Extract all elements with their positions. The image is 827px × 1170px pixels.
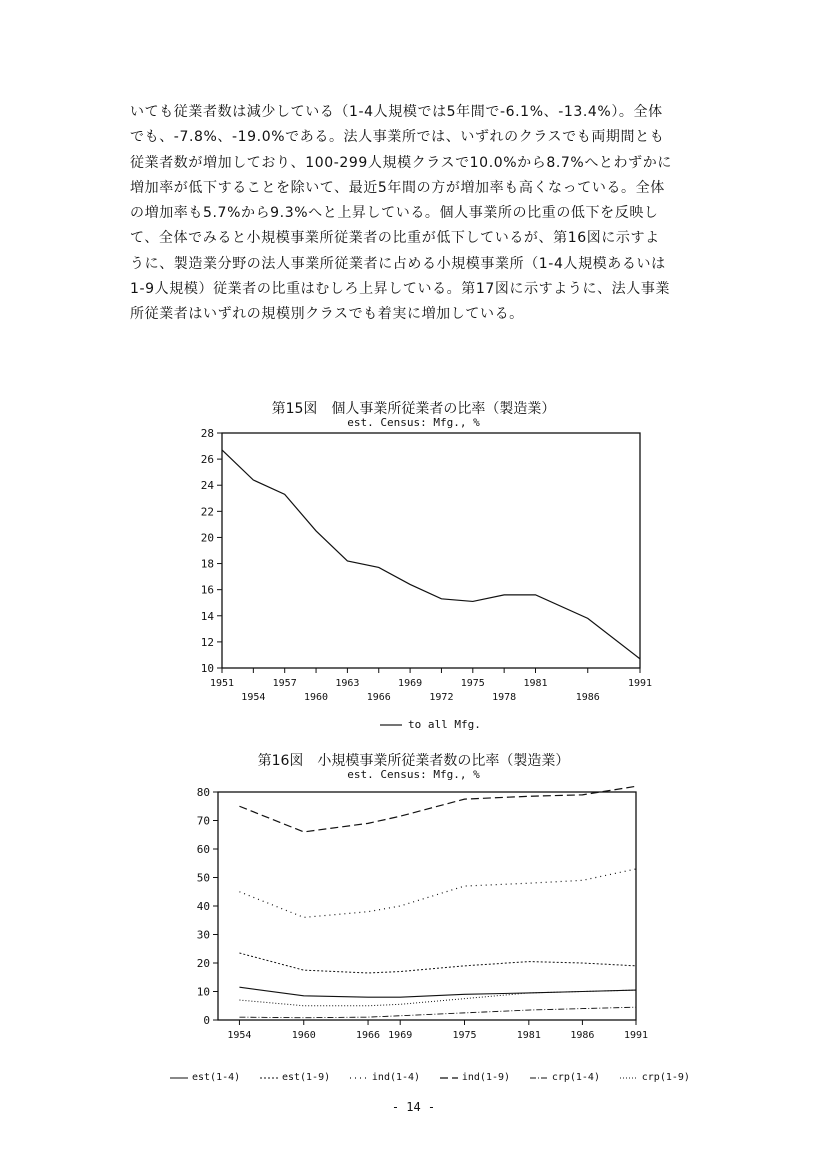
- text-line: の増加率も5.7%から9.3%へと上昇している。個人事業所の比重の低下を反映し: [130, 205, 659, 222]
- text-line: 従業者数が増加しており、100-299人規模クラスで10.0%から8.7%へとわずかに: [130, 154, 672, 171]
- plot-frame: [222, 433, 640, 668]
- y-tick-label: 28: [200, 427, 214, 440]
- x-tick-label: 1960: [291, 1030, 316, 1041]
- series-line-est-1-4-: [239, 987, 636, 997]
- series-line-to-all-mfg: [222, 450, 640, 659]
- legend-label: est(1-9): [281, 1072, 331, 1083]
- y-tick-label: 10: [200, 662, 214, 675]
- legend-label: crp(1-9): [641, 1072, 690, 1083]
- x-tick-label: 1991: [627, 678, 653, 689]
- legend-line-icon: [440, 1074, 458, 1082]
- legend-solid-line-icon: [380, 721, 402, 729]
- legend-item: [350, 1072, 420, 1083]
- body-paragraph: [130, 100, 720, 328]
- x-tick-label: 1966: [366, 692, 391, 703]
- x-tick-label: 1966: [356, 1030, 381, 1041]
- x-tick-label: 1981: [516, 1030, 541, 1041]
- series-line-crp-1-9-: [239, 990, 636, 1006]
- legend-label: crp(1-4): [551, 1072, 600, 1083]
- y-tick-label: 18: [200, 557, 214, 571]
- x-tick-label: 1969: [398, 678, 423, 689]
- x-tick-label: 1975: [460, 678, 485, 689]
- x-tick-label: 1951: [209, 678, 235, 689]
- series-line-ind-1-4-: [239, 869, 636, 917]
- text-line: て、全体でみると小規模事業所従業者の比重が低下しているが、第16図に示すよ: [130, 230, 660, 247]
- legend-label: to all Mfg.: [408, 718, 481, 731]
- y-tick-label: 70: [196, 814, 210, 828]
- x-tick-label: 1978: [492, 692, 517, 703]
- text-line: 所従業者はいずれの規模別クラスでも着実に増加している。: [130, 306, 524, 323]
- y-tick-label: 10: [196, 985, 210, 999]
- figure-15-chart: [170, 425, 660, 710]
- x-tick-label: 1969: [388, 1030, 413, 1041]
- legend-line-icon: [260, 1074, 278, 1082]
- legend-label: ind(1-9): [461, 1072, 511, 1083]
- x-tick-label: 1954: [241, 692, 266, 703]
- figure-16-subtitle: est. Census: Mfg., %: [347, 768, 480, 781]
- x-tick-label: 1960: [304, 692, 329, 703]
- y-tick-label: 0: [203, 1014, 210, 1027]
- y-tick-label: 20: [196, 957, 210, 970]
- legend-item: [170, 1072, 240, 1083]
- figure-15-title: 第15図 個人事業所従業者の比率（製造業）: [271, 401, 556, 417]
- text-line: いても従業者数は減少している（1-4人規模では5年間で-6.1%、-13.4%）。全体: [130, 104, 663, 120]
- y-tick-label: 20: [200, 531, 214, 545]
- text-line: でも、-7.8%、-19.0%である。法人事業所では、いずれのクラスでも両期間とも: [130, 129, 665, 146]
- figure-16-chart: [180, 780, 660, 1050]
- text-line: うに、製造業分野の法人事業所従業者に占める小規模事業所（1-4人規模あるいは: [130, 255, 666, 272]
- x-tick-label: 1991: [623, 1030, 649, 1041]
- figure-16-legend: [170, 1072, 690, 1083]
- y-tick-label: 30: [196, 928, 210, 942]
- plot-frame: [218, 792, 636, 1020]
- legend-item: [440, 1072, 510, 1083]
- y-tick-label: 80: [196, 786, 210, 799]
- text-line: 増加率が低下することを除いて、最近5年間の方が増加率も高くなっている。全体: [130, 179, 665, 196]
- legend-item: [530, 1072, 600, 1083]
- legend-label: ind(1-4): [371, 1072, 421, 1083]
- x-tick-label: 1981: [523, 678, 548, 689]
- legend-item: [620, 1072, 690, 1083]
- figure-15-subtitle: est. Census: Mfg., %: [347, 416, 480, 429]
- figure-16-title: 第16図 小規模事業所従業者数の比率（製造業）: [257, 753, 570, 769]
- x-tick-label: 1954: [227, 1030, 252, 1041]
- series-line-ind-1-9-: [239, 786, 636, 832]
- y-tick-label: 40: [196, 900, 210, 913]
- y-tick-label: 16: [200, 583, 214, 597]
- x-tick-label: 1975: [452, 1030, 477, 1041]
- legend-line-icon: [530, 1074, 548, 1082]
- y-tick-label: 22: [200, 505, 214, 519]
- y-tick-label: 12: [200, 635, 214, 649]
- y-tick-label: 24: [200, 479, 214, 493]
- series-line-crp-1-4-: [239, 1007, 636, 1018]
- x-tick-label: 1986: [575, 692, 600, 703]
- y-tick-label: 60: [196, 843, 210, 856]
- y-tick-label: 14: [200, 609, 214, 623]
- legend-label: est(1-4): [192, 1072, 241, 1083]
- x-tick-label: 1957: [272, 678, 297, 689]
- page-number: - 14 -: [391, 1100, 436, 1114]
- y-tick-label: 26: [200, 453, 214, 467]
- y-tick-label: 50: [196, 871, 210, 885]
- legend-item: [260, 1072, 330, 1083]
- legend-line-icon: [170, 1074, 188, 1082]
- figure-15-legend: [380, 718, 481, 731]
- legend-line-icon: [350, 1074, 368, 1082]
- legend-line-icon: [620, 1074, 638, 1082]
- x-tick-label: 1986: [570, 1030, 595, 1041]
- series-line-est-1-9-: [239, 953, 636, 973]
- x-tick-label: 1972: [429, 692, 454, 703]
- text-line: 1-9人規模）従業者の比重はむしろ上昇している。第17図に示すように、法人事業: [130, 281, 671, 298]
- x-tick-label: 1963: [335, 678, 360, 689]
